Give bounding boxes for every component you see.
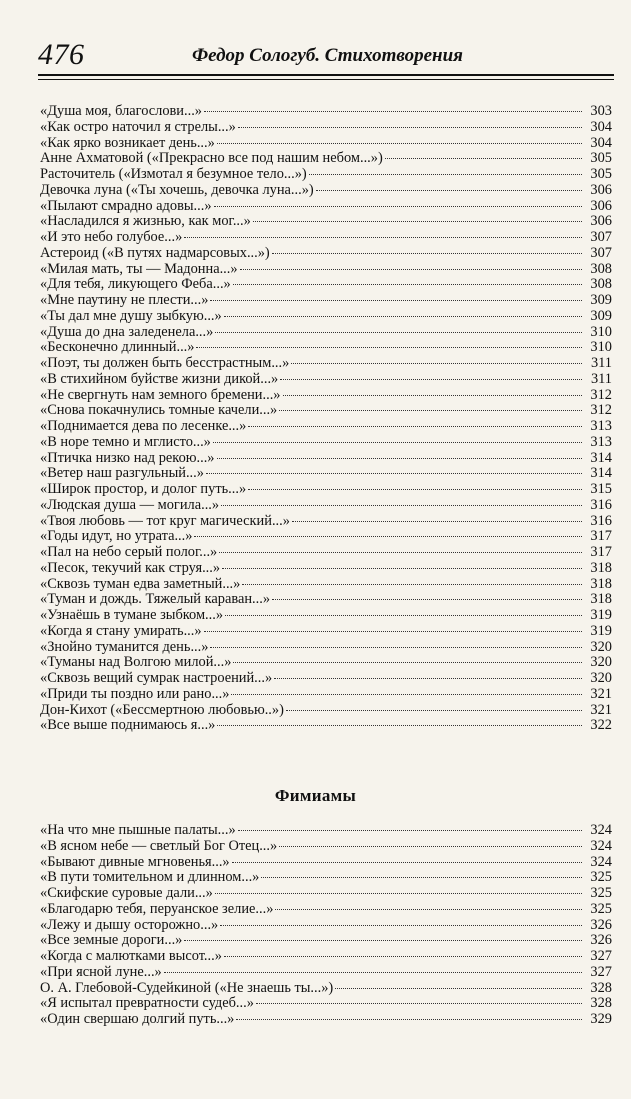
toc-entry-title: «Сквозь туман едва заметный...»: [40, 576, 241, 592]
toc-dot-leader: [232, 862, 582, 863]
toc-entry-title: «Сквозь вещий сумрак настроений...»: [40, 671, 273, 686]
toc-dot-leader: [385, 158, 582, 159]
toc-entry-page: 306: [590, 182, 612, 198]
toc-entry-page: 303: [590, 104, 612, 119]
toc-entry-page: 327: [590, 964, 612, 980]
toc-dot-leader: [240, 269, 582, 270]
toc-entry-title: «Твоя любовь — тот круг магический...»: [40, 513, 290, 529]
toc-entry-title: «Песок, текучий как струя...»: [40, 560, 221, 576]
toc-entry-page: 324: [590, 823, 612, 838]
toc-entry-page: 314: [590, 466, 612, 482]
toc-dot-leader: [279, 410, 582, 411]
toc-entry: [40, 1012, 612, 1028]
toc-dot-leader: [231, 694, 582, 695]
toc-entry-title: «В стихийном буйстве жизни дикой...»: [40, 371, 279, 387]
toc-dot-leader: [238, 127, 582, 128]
toc-dot-leader: [242, 584, 582, 585]
toc-entry: [40, 403, 612, 419]
toc-dot-leader: [292, 521, 582, 522]
toc-entry-page: 309: [590, 293, 612, 308]
toc-entry: [40, 624, 612, 640]
toc-entry-page: 320: [590, 671, 612, 686]
toc-entry-page: 311: [590, 371, 612, 387]
page-number: 476: [38, 38, 85, 71]
toc-entry: [40, 687, 612, 703]
toc-dot-leader: [217, 725, 582, 726]
toc-entry-page: 313: [590, 434, 612, 450]
toc-entry-title: «Ты дал мне душу зыбкую...»: [40, 308, 222, 324]
toc-dot-leader: [221, 505, 582, 506]
toc-entry: [40, 372, 612, 388]
toc-entry-title: «Снова покачнулись томные качели...»: [40, 403, 278, 419]
toc-entry-title: «Приди ты поздно или рано...»: [40, 686, 230, 702]
toc-dot-leader: [309, 174, 582, 175]
toc-entry-title: «Для тебя, ликующего Феба...»: [40, 277, 231, 293]
toc-dot-leader: [210, 300, 582, 301]
toc-entry: [40, 167, 612, 183]
toc-dot-leader: [215, 893, 582, 894]
toc-list-second: [40, 823, 612, 1028]
toc-entry-page: 325: [590, 870, 612, 886]
toc-entry-title: «Птичка низко над рекою...»: [40, 450, 215, 466]
toc-entry-page: 310: [590, 340, 612, 356]
toc-entry-title: «Ветер наш разгульный...»: [40, 466, 204, 482]
toc-entry-page: 321: [590, 686, 612, 702]
toc-entry-title: «Пал на небо серый полог...»: [40, 545, 218, 560]
toc-dot-leader: [275, 909, 582, 910]
toc-entry-title: «Пылают смрадно адовы...»: [40, 198, 212, 214]
toc-entry: [40, 839, 612, 855]
toc-dot-leader: [291, 363, 582, 364]
toc-entry: [40, 388, 612, 404]
toc-entry-page: 324: [590, 854, 612, 870]
toc-entry-page: 309: [590, 308, 612, 324]
toc-entry-page: 308: [590, 277, 612, 293]
toc-dot-leader: [335, 988, 582, 989]
toc-entry-title: Астероид («В путях надмарсовых...»): [40, 245, 270, 261]
toc-dot-leader: [274, 678, 582, 679]
toc-dot-leader: [225, 615, 582, 616]
toc-entry: [40, 199, 612, 215]
toc-entry-title: «Поднимается дева по лесенке...»: [40, 419, 247, 434]
toc-entry-title: О. А. Глебовой-Судейкиной («Не знаешь ты...»): [40, 980, 334, 996]
toc-dot-leader: [286, 710, 582, 711]
toc-dot-leader: [196, 347, 582, 348]
toc-entry-title: Расточитель («Измотал я безумное тело...»): [40, 167, 307, 182]
toc-entry: [40, 545, 612, 561]
toc-entry-page: 312: [590, 387, 612, 403]
toc-entry: [40, 482, 612, 498]
toc-entry-title: Девочка луна («Ты хочешь, девочка луна...»): [40, 182, 314, 198]
toc-entry: [40, 136, 612, 152]
toc-entry-title: «Людская душа — могила...»: [40, 497, 220, 513]
toc-dot-leader: [204, 631, 582, 632]
toc-entry: [40, 262, 612, 278]
toc-entry-title: «В ясном небе — светлый Бог Отец...»: [40, 838, 278, 854]
toc-entry: [40, 466, 612, 482]
toc-dot-leader: [238, 830, 582, 831]
toc-entry: [40, 886, 612, 902]
toc-entry-page: 320: [590, 655, 612, 671]
toc-entry-title: «Все земные дороги...»: [40, 933, 183, 949]
toc-entry: [40, 419, 612, 435]
toc-entry-page: 320: [590, 639, 612, 655]
toc-entry-page: 326: [590, 933, 612, 949]
toc-dot-leader: [220, 925, 582, 926]
toc-entry: [40, 870, 612, 886]
toc-entry: [40, 655, 612, 671]
toc-entry-title: Дон-Кихот («Бессмертною любовью..»): [40, 702, 284, 718]
toc-entry-title: «Благодарю тебя, перуанское зелие...»: [40, 901, 274, 917]
toc-entry-title: «Знойно туманится день...»: [40, 639, 209, 655]
toc-dot-leader: [261, 877, 582, 878]
header-rule-thin: [38, 79, 614, 80]
toc-entry: [40, 949, 612, 965]
toc-entry-page: 315: [590, 482, 612, 497]
toc-entry-page: 318: [590, 576, 612, 592]
toc-entry-title: «Один свершаю долгий путь...»: [40, 1012, 235, 1027]
toc-entry-page: 318: [590, 560, 612, 576]
toc-entry: [40, 996, 612, 1012]
toc-entry-page: 326: [590, 917, 612, 933]
toc-entry-page: 328: [590, 996, 612, 1012]
toc-entry: [40, 230, 612, 246]
toc-entry-page: 313: [590, 419, 612, 434]
toc-entry-title: «Душа моя, благослови...»: [40, 104, 202, 119]
toc-dot-leader: [217, 143, 582, 144]
toc-entry: [40, 356, 612, 372]
section-heading: Фимиамы: [274, 786, 357, 805]
toc-entry-page: 319: [590, 623, 612, 639]
toc-dot-leader: [279, 846, 582, 847]
toc-entry-title: «Когда я стану умирать...»: [40, 623, 202, 639]
toc-entry-title: «Туман и дождь. Тяжелый караван...»: [40, 592, 271, 608]
toc-entry-title: «Узнаёшь в тумане зыбком...»: [40, 608, 224, 623]
toc-dot-leader: [224, 316, 582, 317]
toc-dot-leader: [248, 489, 582, 490]
toc-entry: [40, 855, 612, 871]
toc-entry-title: «Годы идут, но утрата...»: [40, 529, 193, 545]
toc-entry-title: «Туманы над Волгою милой...»: [40, 655, 232, 671]
toc-entry-title: «Милая мать, ты — Мадонна...»: [40, 261, 238, 277]
toc-entry-title: «В пути томительном и длинном...»: [40, 870, 260, 886]
toc-entry-title: «Лежу и дышу осторожно...»: [40, 917, 219, 933]
toc-entry: [40, 104, 612, 120]
toc-entry-page: 305: [590, 167, 612, 182]
toc-entry-page: 305: [590, 151, 612, 167]
toc-dot-leader: [206, 473, 582, 474]
running-title: Федор Сологуб. Стихотворения: [192, 45, 463, 66]
toc-entry-title: «Не свергнуть нам земного бремени...»: [40, 387, 281, 403]
toc-list-first: [40, 104, 612, 734]
toc-entry: [40, 340, 612, 356]
toc-entry-page: 311: [590, 356, 612, 371]
toc-entry-page: 317: [590, 529, 612, 545]
toc-dot-leader: [222, 568, 582, 569]
toc-entry: [40, 718, 612, 734]
toc-dot-leader: [215, 332, 582, 333]
toc-dot-leader: [210, 647, 582, 648]
toc-entry-page: 314: [590, 450, 612, 466]
toc-entry: [40, 214, 612, 230]
toc-dot-leader: [194, 536, 582, 537]
toc-dot-leader: [184, 940, 582, 941]
toc-entry: [40, 451, 612, 467]
toc-dot-leader: [253, 221, 582, 222]
toc-entry: [40, 981, 612, 997]
toc-entry-title: «И это небо голубое...»: [40, 230, 183, 245]
toc-entry-page: 328: [590, 980, 612, 996]
toc-entry: [40, 151, 612, 167]
toc-dot-leader: [214, 206, 582, 207]
toc-entry-title: «Я испытал превратности судеб...»: [40, 996, 254, 1012]
toc-entry-page: 304: [590, 119, 612, 135]
toc-entry-title: «Как остро наточил я стрелы...»: [40, 119, 236, 135]
toc-entry-page: 316: [590, 497, 612, 513]
toc-entry: [40, 246, 612, 262]
toc-entry-page: 312: [590, 403, 612, 419]
toc-entry-page: 325: [590, 901, 612, 917]
toc-dot-leader: [233, 284, 582, 285]
toc-dot-leader: [256, 1003, 582, 1004]
toc-entry-title: «В норе темно и мглисто...»: [40, 434, 211, 450]
toc-entry-page: 307: [590, 230, 612, 245]
toc-entry: [40, 529, 612, 545]
toc-entry: [40, 120, 612, 136]
toc-dot-leader: [204, 111, 582, 112]
toc-entry-title: «Когда с малютками высот...»: [40, 949, 222, 964]
toc-entry: [40, 933, 612, 949]
toc-entry-title: «При ясной луне...»: [40, 964, 162, 980]
toc-entry-page: 324: [590, 838, 612, 854]
toc-entry: [40, 671, 612, 687]
toc-entry-title: «Насладился я жизнью, как мог...»: [40, 214, 251, 230]
toc-dot-leader: [217, 458, 583, 459]
toc-entry: [40, 514, 612, 530]
toc-entry: [40, 183, 612, 199]
toc-entry-page: 307: [590, 245, 612, 261]
toc-entry-title: «Широк простор, и долог путь...»: [40, 482, 247, 497]
toc-entry: [40, 309, 612, 325]
toc-entry-page: 322: [590, 718, 612, 734]
toc-entry: [40, 902, 612, 918]
toc-dot-leader: [280, 379, 582, 380]
toc-entry-title: «Душа до дна заледенела...»: [40, 324, 214, 340]
toc-entry: [40, 325, 612, 341]
toc-entry-page: 327: [590, 949, 612, 964]
toc-dot-leader: [272, 599, 582, 600]
toc-entry-page: 317: [590, 545, 612, 560]
toc-entry-title: «Скифские суровые дали...»: [40, 886, 213, 901]
toc-entry-page: 321: [590, 702, 612, 718]
toc-entry-title: «Мне паутину не плести...»: [40, 293, 209, 308]
toc-dot-leader: [213, 442, 582, 443]
toc-dot-leader: [233, 662, 582, 663]
toc-entry: [40, 640, 612, 656]
toc-dot-leader: [283, 395, 583, 396]
toc-entry-title: «На что мне пышные палаты...»: [40, 823, 236, 838]
header-rule-thick: [38, 74, 614, 76]
toc-entry-title: «Бывают дивные мгновенья...»: [40, 854, 230, 870]
toc-entry: [40, 498, 612, 514]
page-header: [38, 36, 618, 76]
toc-entry-page: 310: [590, 324, 612, 340]
toc-entry: [40, 592, 612, 608]
toc-dot-leader: [316, 190, 582, 191]
toc-entry-page: 304: [590, 135, 612, 151]
toc-dot-leader: [236, 1019, 582, 1020]
toc-dot-leader: [219, 552, 582, 553]
toc-entry-page: 318: [590, 592, 612, 608]
toc-entry: [40, 577, 612, 593]
toc-entry: [40, 965, 612, 981]
toc-entry-page: 325: [590, 886, 612, 901]
toc-entry-title: «Поэт, ты должен быть бесстрастным...»: [40, 356, 290, 371]
toc-entry-page: 329: [590, 1012, 612, 1027]
toc-dot-leader: [272, 253, 582, 254]
toc-entry: [40, 823, 612, 839]
toc-entry-page: 319: [590, 608, 612, 623]
toc-dot-leader: [248, 426, 582, 427]
toc-entry-title: Анне Ахматовой («Прекрасно все под нашим небом...»): [40, 151, 383, 167]
toc-entry: [40, 293, 612, 309]
toc-entry-title: «Как ярко возникает день...»: [40, 135, 215, 151]
toc-entry: [40, 277, 612, 293]
toc-entry: [40, 435, 612, 451]
toc-entry-page: 308: [590, 261, 612, 277]
toc-dot-leader: [224, 956, 582, 957]
toc-entry-page: 316: [590, 513, 612, 529]
toc-dot-leader: [184, 237, 582, 238]
toc-entry-page: 306: [590, 198, 612, 214]
toc-entry: [40, 608, 612, 624]
toc-entry-title: «Бесконечно длинный...»: [40, 340, 195, 356]
toc-dot-leader: [164, 972, 582, 973]
toc-entry: [40, 703, 612, 719]
toc-entry: [40, 918, 612, 934]
toc-entry-page: 306: [590, 214, 612, 230]
toc-entry-title: «Все выше поднимаюсь я...»: [40, 718, 216, 734]
toc-entry: [40, 561, 612, 577]
